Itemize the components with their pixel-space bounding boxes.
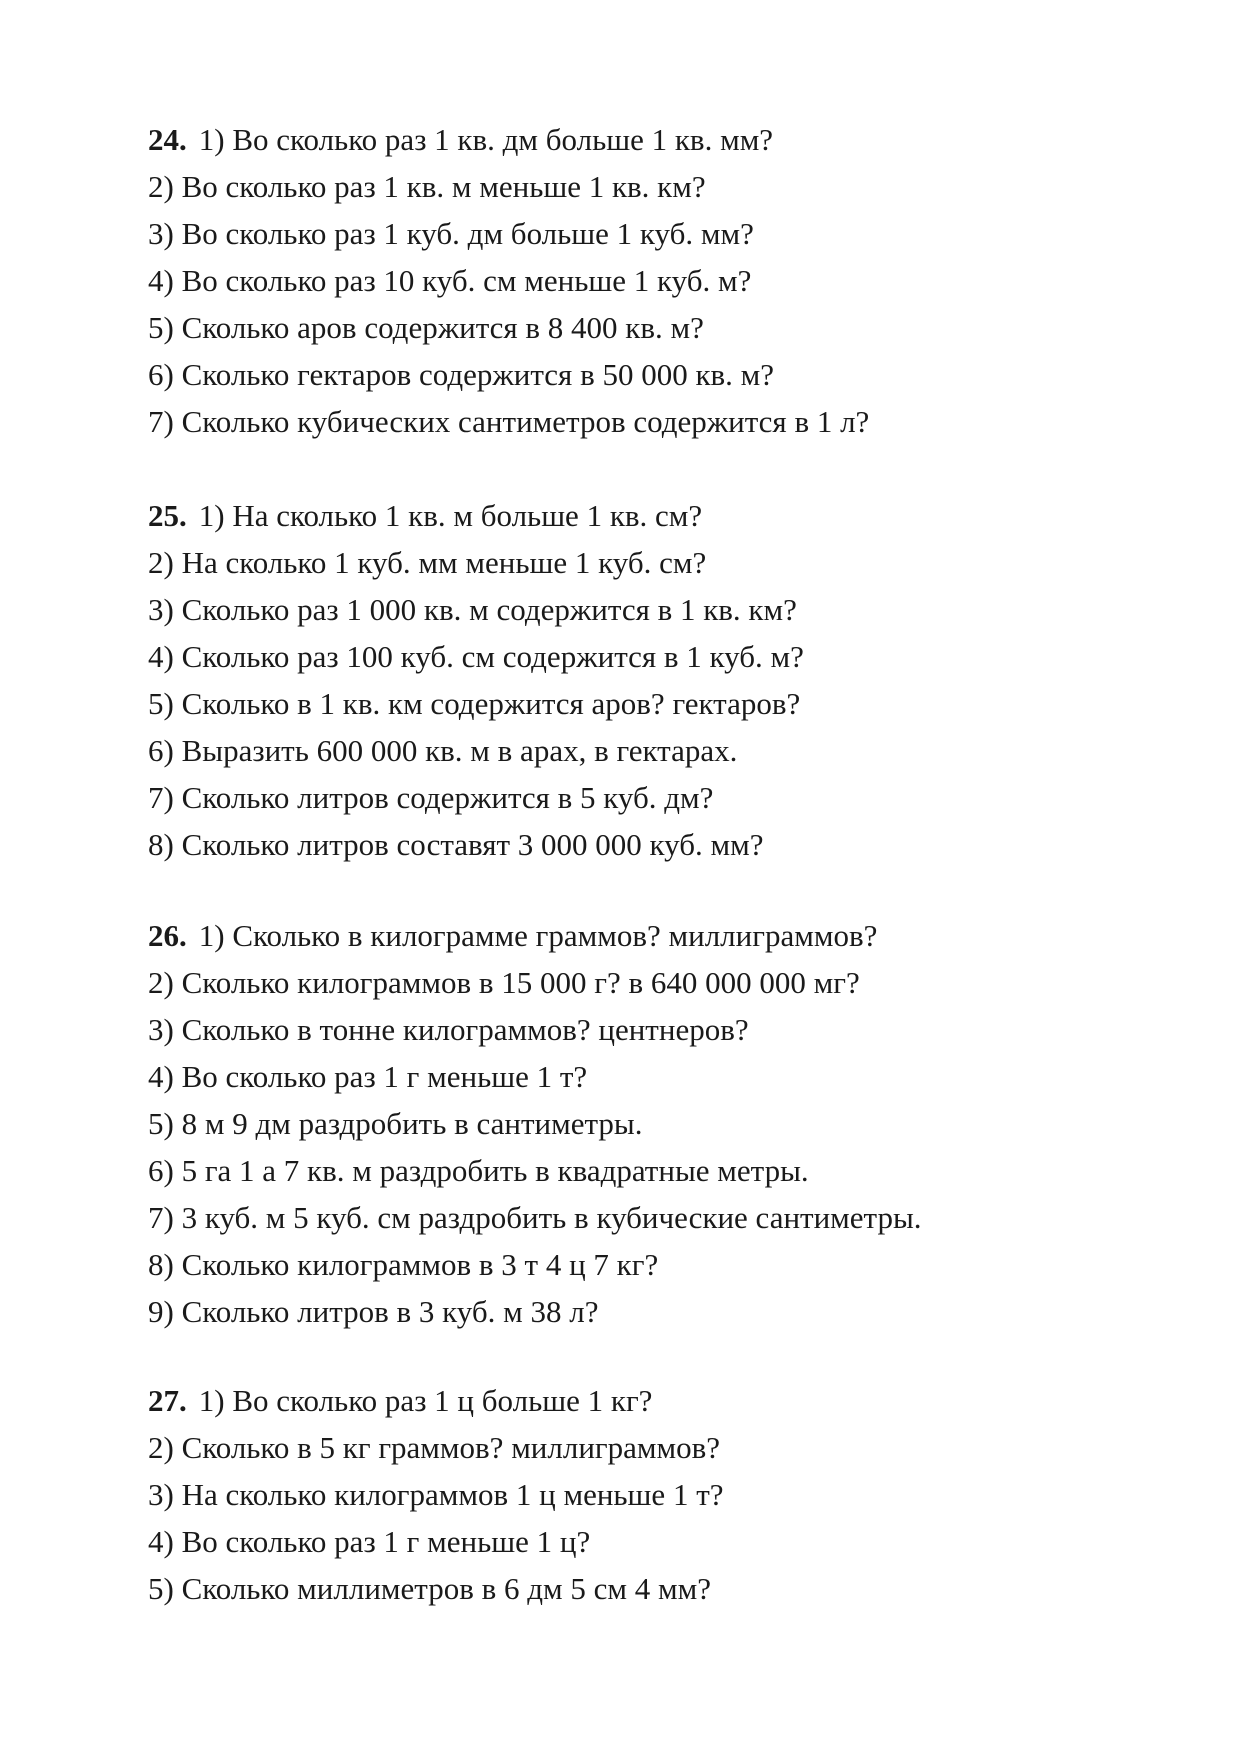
exercise-item: 2) На сколько 1 куб. мм меньше 1 куб. см? [148, 545, 707, 580]
exercise-item: 7) Сколько кубических сантиметров содержится в 1 л? [148, 404, 870, 439]
exercise-25 [148, 492, 1148, 868]
exercise-item: 4) Во сколько раз 1 г меньше 1 т? [148, 1059, 588, 1094]
exercise-number: 26. [148, 918, 187, 953]
exercise-item: 4) Во сколько раз 1 г меньше 1 ц? [148, 1524, 591, 1559]
exercise-item: 1) На сколько 1 кв. м больше 1 кв. см? [198, 498, 703, 533]
exercise-item: 5) 8 м 9 дм раздробить в сантиметры. [148, 1106, 643, 1141]
exercise-item: 8) Сколько литров составят 3 000 000 куб. мм? [148, 827, 764, 862]
exercise-item: 1) Во сколько раз 1 ц больше 1 кг? [198, 1383, 653, 1418]
exercise-item: 2) Сколько килограммов в 15 000 г? в 640 000 000 мг? [148, 965, 860, 1000]
exercise-item: 1) Сколько в килограмме граммов? миллиграммов? [198, 918, 878, 953]
exercise-line [148, 116, 1148, 163]
exercise-item: 3) Во сколько раз 1 куб. дм больше 1 куб. мм? [148, 216, 754, 251]
exercise-26 [148, 912, 1148, 1335]
exercise-item: 5) Сколько миллиметров в 6 дм 5 см 4 мм? [148, 1571, 711, 1606]
exercise-item: 5) Сколько в 1 кв. км содержится аров? гектаров? [148, 686, 801, 721]
exercise-item: 7) 3 куб. м 5 куб. см раздробить в кубические сантиметры. [148, 1200, 922, 1235]
exercise-number: 25. [148, 498, 187, 533]
exercise-number: 27. [148, 1383, 187, 1418]
exercise-item: 6) Сколько гектаров содержится в 50 000 кв. м? [148, 357, 775, 392]
exercise-number: 24. [148, 122, 187, 157]
exercise-item: 4) Сколько раз 100 куб. см содержится в 1 куб. м? [148, 639, 804, 674]
exercise-item: 4) Во сколько раз 10 куб. см меньше 1 куб. м? [148, 263, 752, 298]
exercise-24 [148, 116, 1148, 445]
exercise-item: 6) 5 га 1 а 7 кв. м раздробить в квадратные метры. [148, 1153, 809, 1188]
exercise-item: 3) На сколько килограммов 1 ц меньше 1 т? [148, 1477, 724, 1512]
exercise-item: 3) Сколько в тонне килограммов? центнеров? [148, 1012, 749, 1047]
exercise-item: 2) Сколько в 5 кг граммов? миллиграммов? [148, 1430, 721, 1465]
exercise-item: 6) Выразить 600 000 кв. м в арах, в гектарах. [148, 733, 738, 768]
exercise-27 [148, 1377, 1148, 1612]
exercise-item: 5) Сколько аров содержится в 8 400 кв. м? [148, 310, 704, 345]
exercise-line [148, 492, 1148, 539]
exercise-line [148, 1377, 1148, 1424]
exercise-item: 3) Сколько раз 1 000 кв. м содержится в 1 кв. км? [148, 592, 797, 627]
exercise-item: 9) Сколько литров в 3 куб. м 38 л? [148, 1294, 599, 1329]
exercise-item: 8) Сколько килограммов в 3 т 4 ц 7 кг? [148, 1247, 659, 1282]
exercise-item: 7) Сколько литров содержится в 5 куб. дм? [148, 780, 714, 815]
exercise-item: 1) Во сколько раз 1 кв. дм больше 1 кв. мм? [198, 122, 774, 157]
exercise-item: 2) Во сколько раз 1 кв. м меньше 1 кв. км? [148, 169, 706, 204]
exercise-line [148, 912, 1148, 959]
